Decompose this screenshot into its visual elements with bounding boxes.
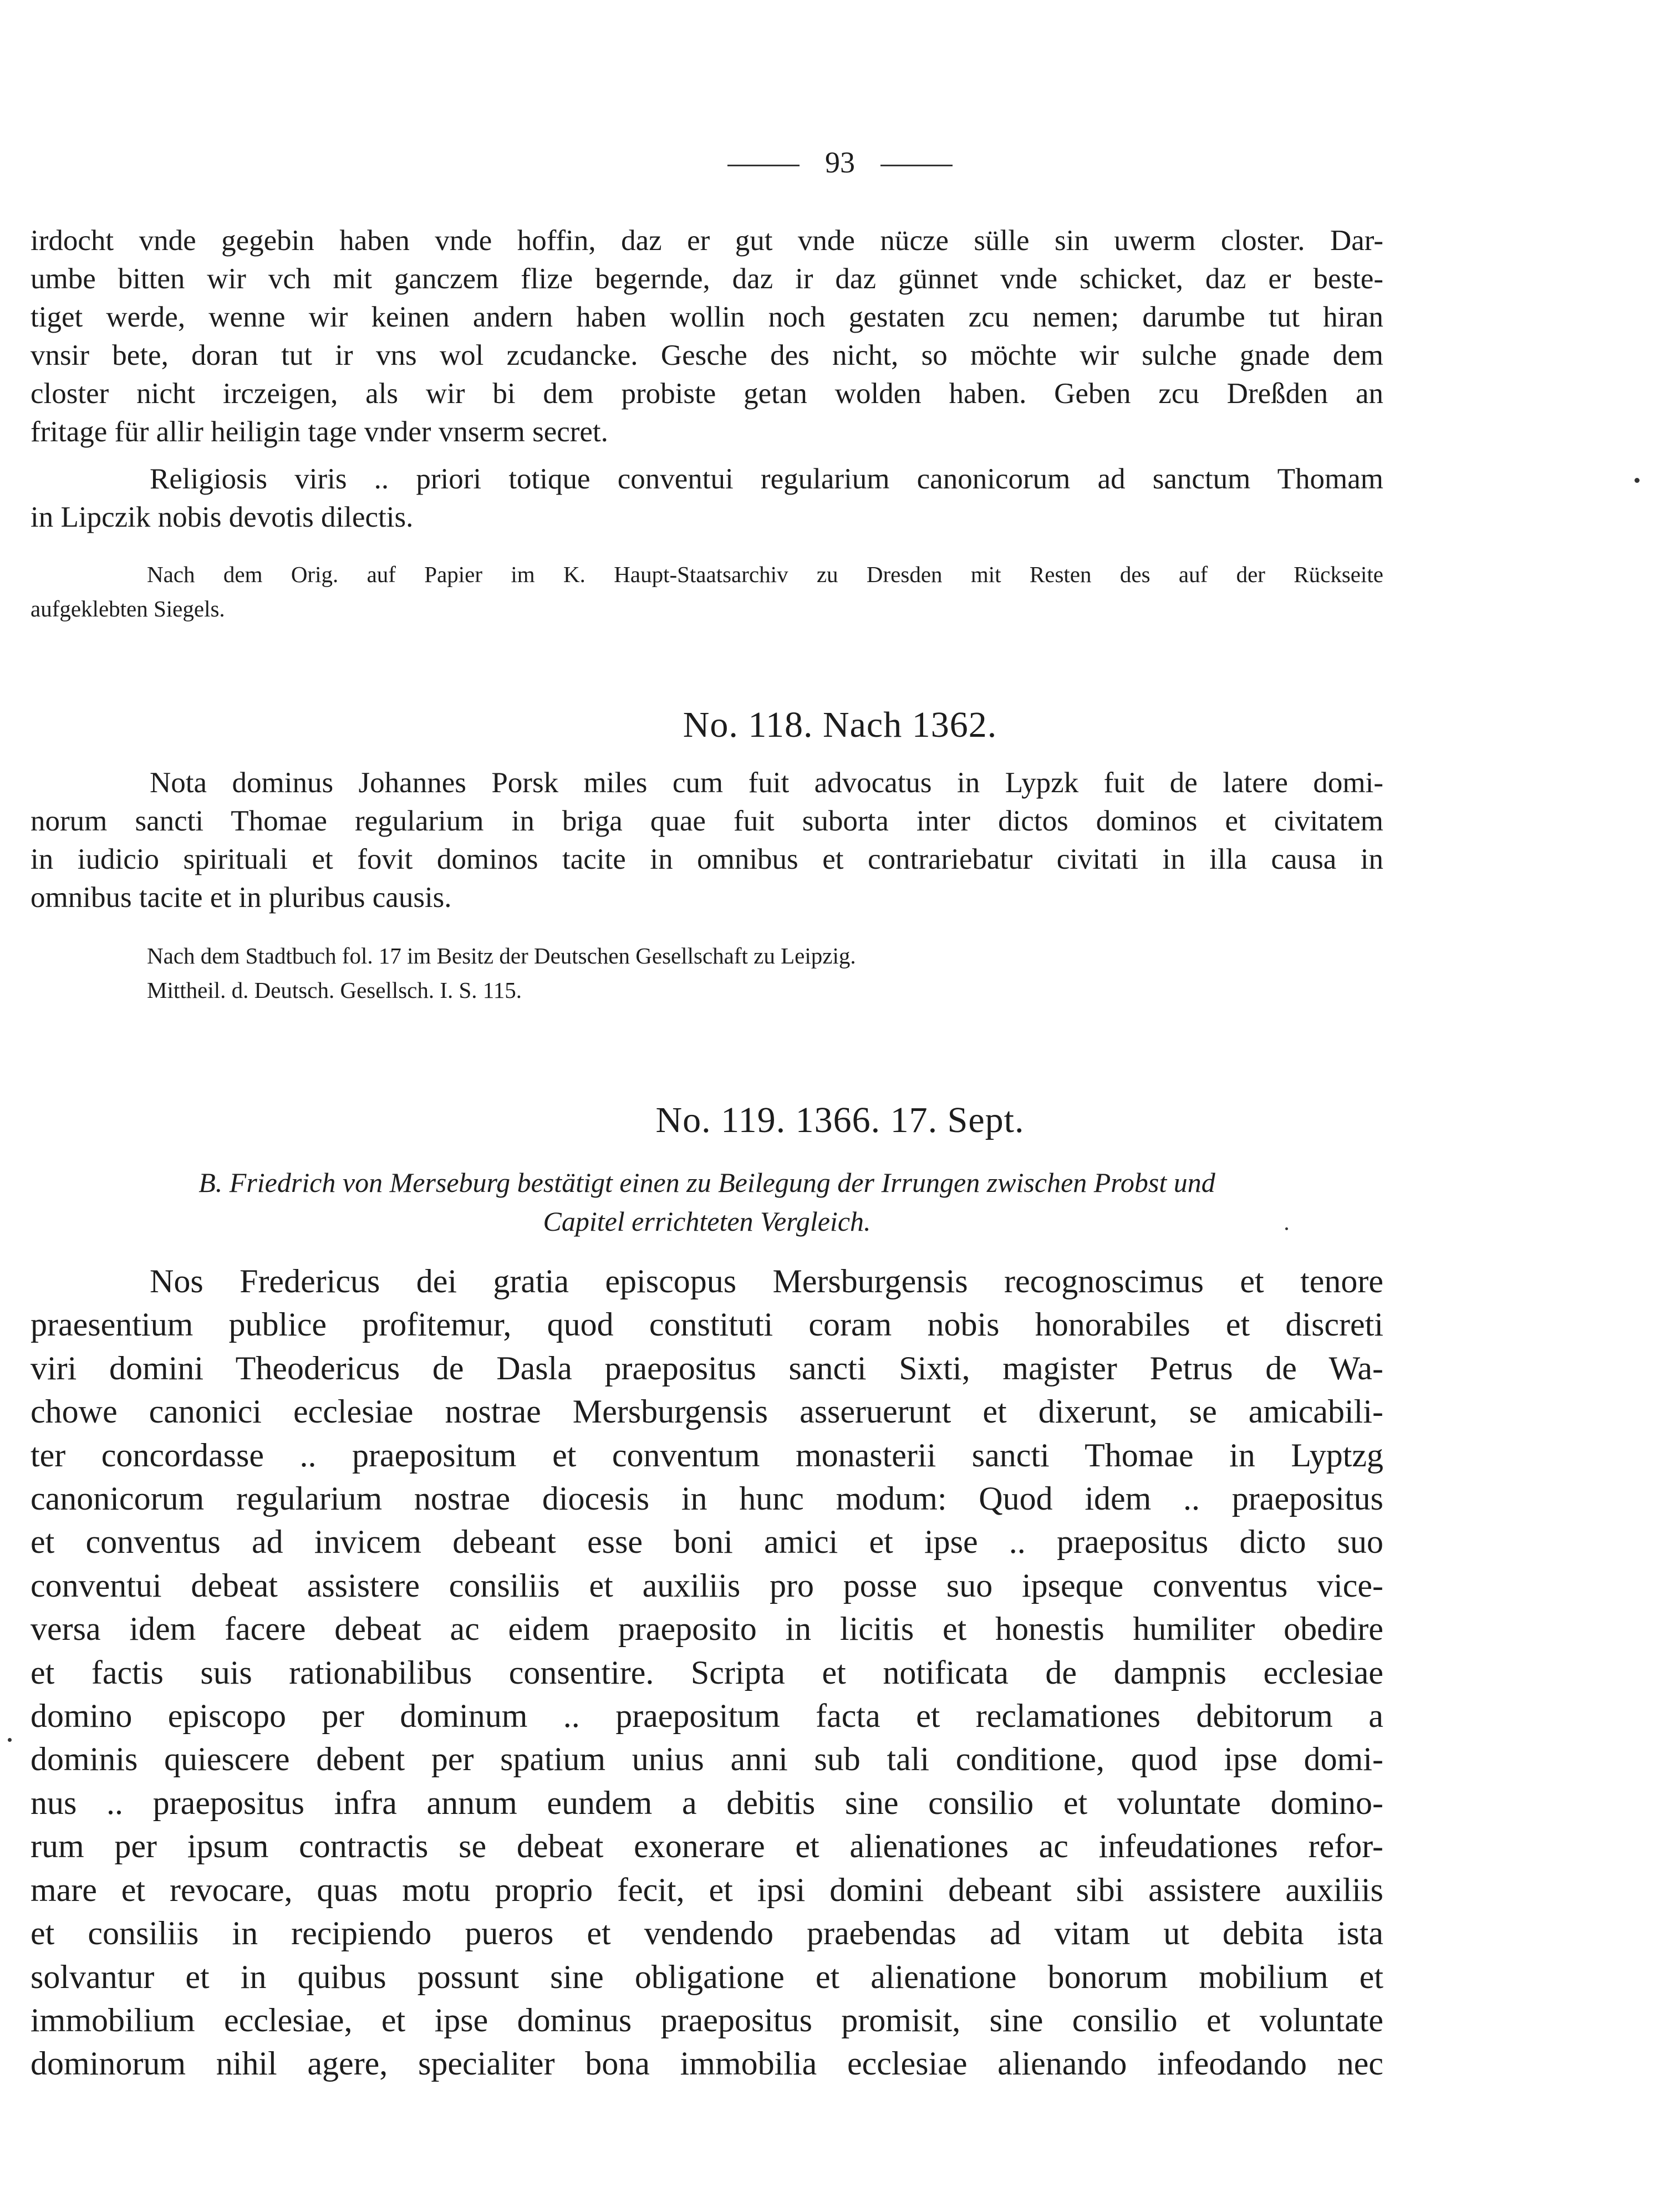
note-line: aufgeklebten Siegels. (30, 596, 225, 621)
text-line: chowe canonici ecclesiae nostrae Mersburgensis asseruerunt et dixerunt, se amicabili- (30, 1393, 1383, 1430)
text-line: mare et revocare, quas motu proprio fecit, et ipsi domini debeant sibi assistere auxiliis (30, 1871, 1383, 1908)
text-line: praesentium publice profitemur, quod constituti coram nobis honorabiles et discreti (30, 1306, 1383, 1343)
text-line: dominis quiescere debent per spatium unius anni sub tali conditione, quod ipse domi- (30, 1741, 1383, 1778)
text-line: et conventus ad invicem debeant esse boni amici et ipse .. praepositus dicto suo (30, 1523, 1383, 1561)
text-line: immobilium ecclesiae, et ipse dominus praepositus promisit, sine consilio et voluntate (30, 2001, 1383, 2038)
text-line: canonicorum regularium nostrae diocesis in hunc modum: Quod idem .. praepositus (30, 1480, 1383, 1517)
scan-speck (1635, 478, 1640, 483)
text-line: closter nicht irczeigen, als wir bi dem probiste getan wolden haben. Geben zcu Dreßden an (30, 378, 1383, 410)
right-rule (880, 165, 953, 166)
text-line: solvantur et in quibus possunt sine obligatione et alienatione bonorum mobilium et (30, 1958, 1383, 1995)
scan-speck (8, 1738, 12, 1742)
page-number: 93 (825, 146, 855, 179)
doc-118-heading: No. 118. Nach 1362. (683, 705, 997, 745)
source-note (30, 557, 1383, 626)
text-line: omnibus tacite et in pluribus causis. (30, 881, 452, 914)
note-line: Mittheil. d. Deutsch. Gesellsch. I. S. 115. (147, 977, 522, 1003)
text-line: conventui debeat assistere consiliis et auxiliis pro posse suo ipseque conventus vice- (30, 1567, 1383, 1604)
text-line: versa idem facere debeat ac eidem praeposito in licitis et honestis humiliter obedire (30, 1610, 1383, 1648)
scan-speck (1285, 1227, 1288, 1230)
text-line: norum sancti Thomae regularium in briga quae fuit suborta inter dictos dominos et civitatem (30, 805, 1383, 837)
text-line: dominorum nihil agere, specialiter bona immobilia ecclesiae alienando infeodando nec (30, 2045, 1383, 2082)
text-line: domino episcopo per dominum .. praepositum facta et reclamationes debitorum a (30, 1698, 1383, 1735)
text-line: tiget werde, wenne wir keinen andern haben wollin noch gestaten zcu nemen; darumbe tut hiran (30, 301, 1383, 333)
text-line: in Lipczik nobis devotis dilectis. (30, 501, 414, 533)
doc-119-heading: No. 119. 1366. 17. Sept. (655, 1100, 1025, 1140)
text-line: et factis suis rationabilibus consentire. Scripta et notificata de dampnis ecclesiae (30, 1654, 1383, 1691)
continuation-paragraph (30, 222, 1383, 451)
text-line: vnsir bete, doran tut ir vns wol zcudancke. Gesche des nicht, so möchte wir sulche gnade dem (30, 339, 1383, 371)
note-line: Nach dem Stadtbuch fol. 17 im Besitz der Deutschen Gesellschaft zu Leipzig. (147, 943, 856, 968)
text-line: irdocht vnde gegebin haben vnde hoffin, daz er gut vnde nücze sülle sin uwerm closter. Dar- (30, 225, 1383, 257)
address-paragraph (30, 460, 1383, 537)
doc-119-text (30, 1260, 1383, 2086)
doc-118-text (30, 764, 1383, 917)
summary-line: B. Friedrich von Merseburg bestätigt einen zu Beilegung der Irrungen zwischen Probst und (198, 1167, 1215, 1198)
text-line: ter concordasse .. praepositum et conventum monasterii sancti Thomae in Lyptzg (30, 1436, 1383, 1474)
text-line: rum per ipsum contractis se debeat exonerare et alienationes ac infeudationes refor- (30, 1828, 1383, 1865)
summary-line: Capitel errichteten Vergleich. (543, 1206, 871, 1237)
text-line: viri domini Theodericus de Dasla praepositus sancti Sixti, magister Petrus de Wa- (30, 1349, 1383, 1386)
text-line: Nota dominus Johannes Porsk miles cum fuit advocatus in Lypzk fuit de latere domi- (150, 767, 1383, 799)
left-rule (727, 165, 800, 166)
note-line: Nach dem Orig. auf Papier im K. Haupt-Staatsarchiv zu Dresden mit Resten des auf der Rückseite (147, 562, 1383, 587)
text-line: nus .. praepositus infra annum eundem a debitis sine consilio et voluntate domino- (30, 1784, 1383, 1821)
text-line: Nos Fredericus dei gratia episcopus Mersburgensis recognoscimus et tenore (150, 1263, 1383, 1299)
page-number-row (0, 145, 1680, 180)
text-line: umbe bitten wir vch mit ganczem flize begernde, daz ir daz günnet vnde schicket, daz er beste- (30, 263, 1383, 295)
text-line: fritage für allir heiligin tage vnder vnserm secret. (30, 416, 608, 448)
text-line: Religiosis viris .. priori totique conventui regularium canonicorum ad sanctum Thomam (150, 463, 1383, 495)
doc-119-summary (61, 1163, 1353, 1241)
text-line: et consiliis in recipiendo pueros et vendendo praebendas ad vitam ut debita ista (30, 1915, 1383, 1952)
text-line: in iudicio spirituali et fovit dominos tacite in omnibus et contrariebatur civitati in illa causa in (30, 843, 1383, 875)
doc-118-source-note (30, 939, 1383, 1007)
